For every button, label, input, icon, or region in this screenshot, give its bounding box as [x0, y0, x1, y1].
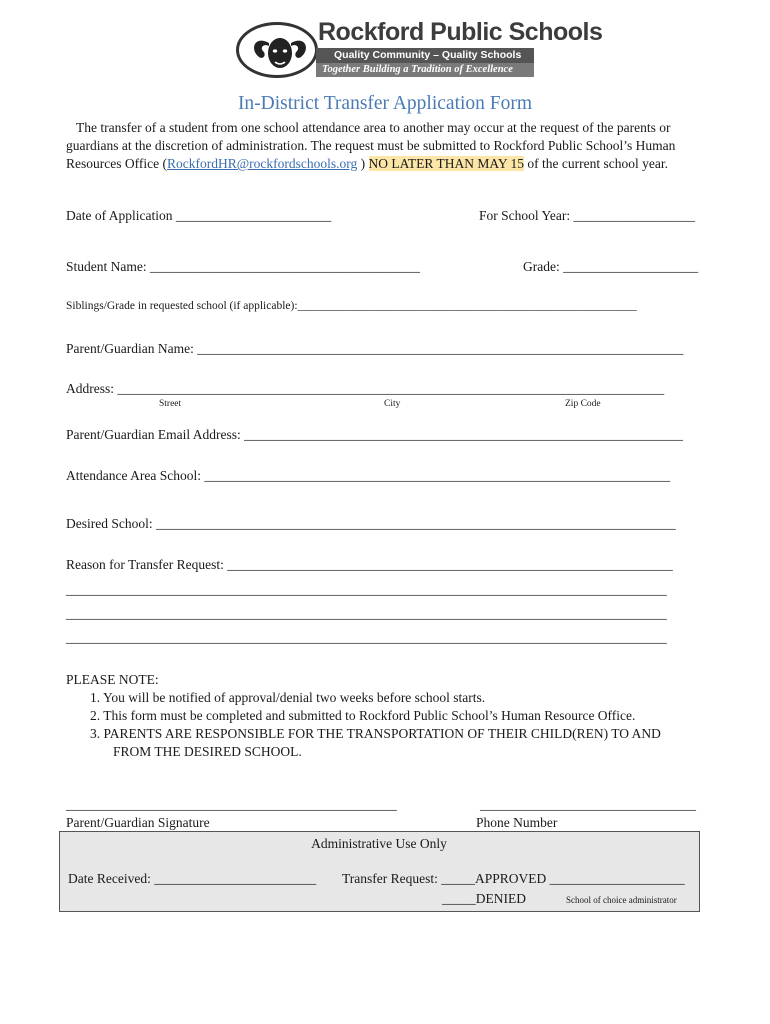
logo-school-name: Rockford Public Schools	[318, 18, 603, 46]
intro-line-1: The transfer of a student from one school attendance area to another may occur at the request of the parents or	[76, 120, 671, 135]
deadline-highlight: NO LATER THAN MAY 15	[368, 156, 525, 171]
reason-field[interactable]: Reason for Transfer Request: __________________________________________________________________	[66, 557, 673, 572]
reason-line-4[interactable]: _________________________________________________________________________________________	[66, 630, 667, 645]
ram-icon	[249, 31, 311, 73]
school-logo	[236, 18, 603, 80]
date-received-field[interactable]: Date Received: ________________________	[68, 871, 317, 886]
intro-line-3-mid: )	[357, 156, 369, 171]
address-field[interactable]: Address: _________________________________________________________________________________	[66, 381, 665, 396]
intro-line-3-prefix: Resources Office (	[66, 156, 167, 171]
note-item-3-continued: FROM THE DESIRED SCHOOL.	[113, 744, 302, 759]
attendance-school-field[interactable]: Attendance Area School: _____________________________________________________________________	[66, 468, 671, 483]
parent-name-field[interactable]: Parent/Guardian Name: ________________________________________________________________________	[66, 341, 684, 356]
logo-tagline-secondary: Together Building a Tradition of Excellence	[316, 63, 534, 77]
admin-use-box	[59, 831, 700, 912]
grade-field[interactable]: Grade: ____________________	[523, 259, 699, 274]
logo-tagline-primary: Quality Community – Quality Schools	[316, 48, 534, 63]
signature-label: Parent/Guardian Signature	[66, 815, 210, 830]
reason-line-2[interactable]: _________________________________________________________________________________________	[66, 582, 667, 597]
signature-line[interactable]: _________________________________________________	[66, 797, 397, 812]
admin-heading: Administrative Use Only	[311, 836, 447, 851]
denied-field[interactable]: _____DENIED	[442, 891, 526, 906]
note-item-3: 3. PARENTS ARE RESPONSIBLE FOR THE TRANSPORTATION OF THEIR CHILD(REN) TO AND	[90, 726, 661, 741]
date-of-application-field[interactable]: Date of Application _______________________	[66, 208, 332, 223]
phone-line[interactable]: ________________________________	[480, 797, 696, 812]
siblings-field[interactable]: Siblings/Grade in requested school (if applicable):___________________________________________________________	[66, 300, 637, 312]
desired-school-field[interactable]: Desired School: _____________________________________________________________________________	[66, 516, 676, 531]
hr-email-link[interactable]: RockfordHR@rockfordschools.org	[166, 156, 358, 171]
form-title: In-District Transfer Application Form	[237, 93, 533, 114]
address-zip-label: Zip Code	[565, 399, 601, 409]
intro-line-3	[66, 156, 668, 172]
transfer-request-field[interactable]: Transfer Request: _____APPROVED ____________________	[342, 871, 685, 886]
administrator-label: School of choice administrator	[566, 895, 677, 905]
school-year-field[interactable]: For School Year: __________________	[479, 208, 696, 223]
address-street-label: Street	[159, 399, 182, 409]
intro-line-3-suffix: of the current school year.	[524, 156, 668, 171]
note-item-2: 2. This form must be completed and submitted to Rockford Public School’s Human Resource Office.	[90, 708, 636, 723]
reason-line-3[interactable]: _________________________________________________________________________________________	[66, 606, 667, 621]
parent-email-field[interactable]: Parent/Guardian Email Address: _________________________________________________________________	[66, 427, 683, 442]
note-item-1: 1. You will be notified of approval/denial two weeks before school starts.	[90, 690, 486, 705]
address-city-label: City	[384, 399, 401, 409]
notes-heading: PLEASE NOTE:	[66, 672, 159, 687]
intro-line-2: guardians at the discretion of administration. The request must be submitted to Rockford Public School’s Human	[66, 138, 676, 153]
ram-emblem	[236, 22, 318, 78]
student-name-field[interactable]: Student Name: ________________________________________	[66, 259, 420, 274]
phone-label: Phone Number	[476, 815, 558, 830]
